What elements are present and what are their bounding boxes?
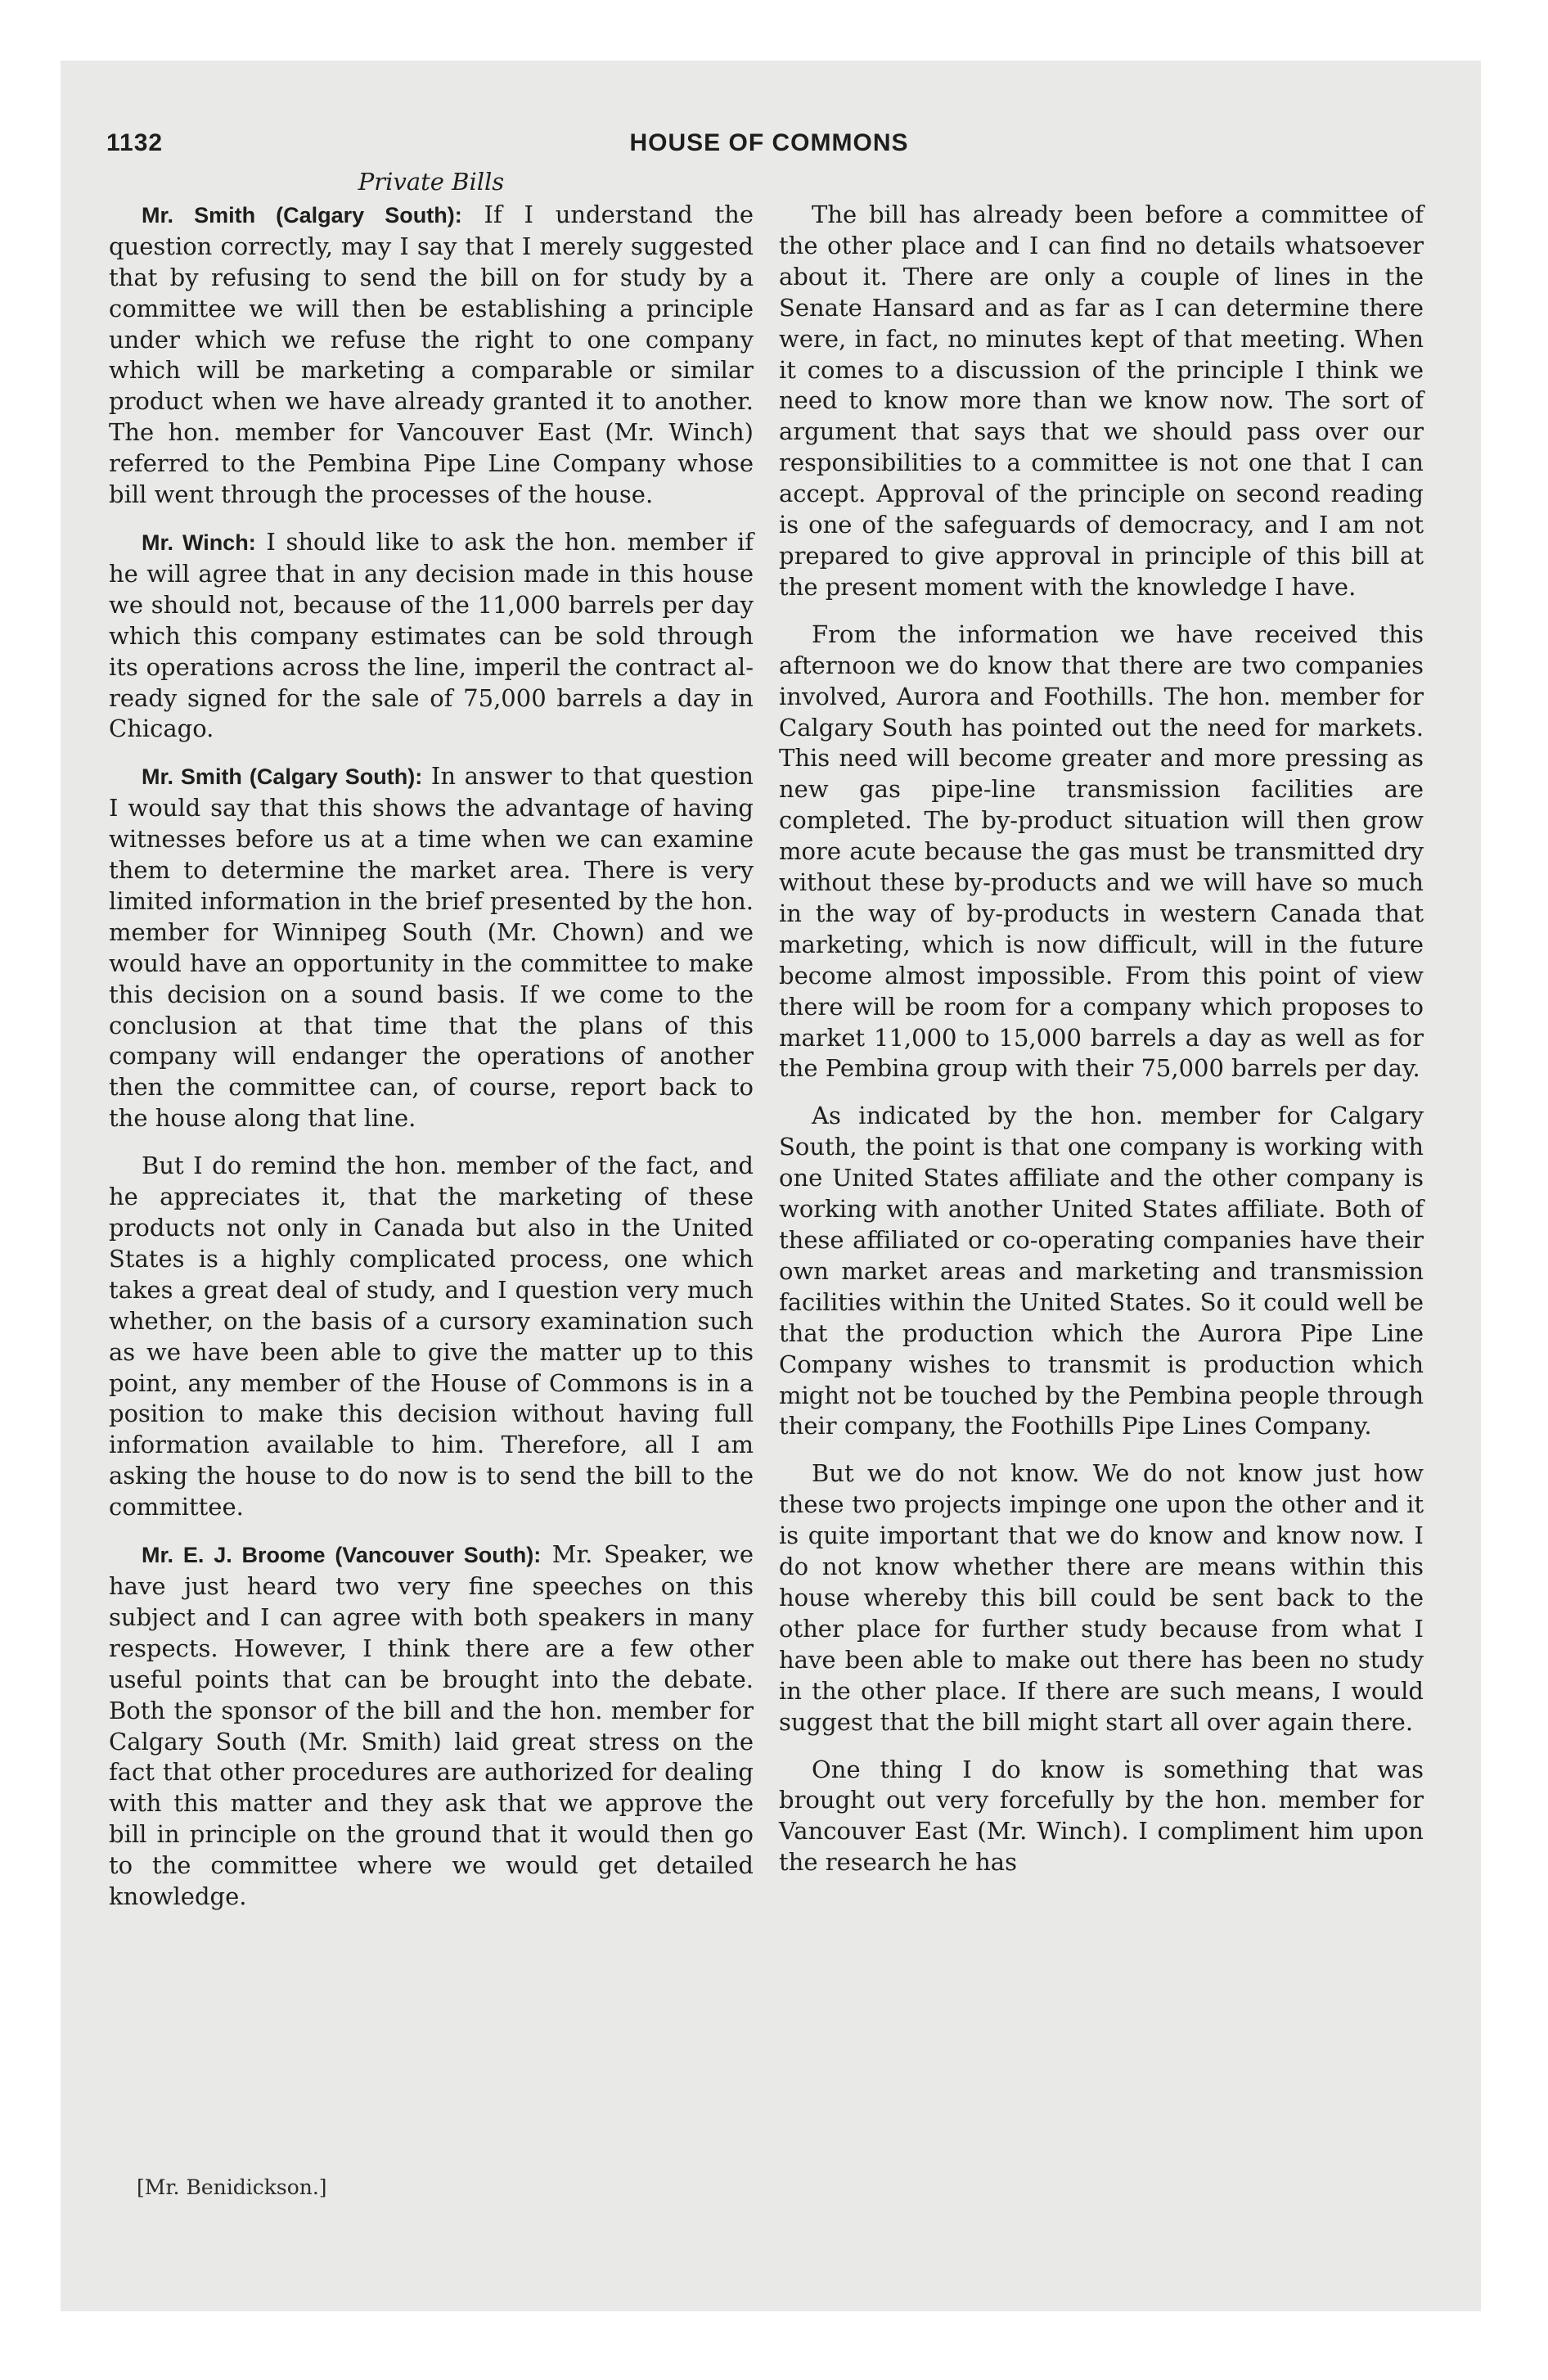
page-title: HOUSE OF COMMONS — [629, 129, 909, 156]
paragraph: From the information we have received this afternoon we do know that there are two companies involved, Aurora and Foothills. The hon. member for Calgary South has pointed out the need for markets. This need will become greater and more pressing as new gas pipe-line transmission facilities are completed. The by-product situation will then grow more acute because the gas must be transmitted dry without these by-products and we will have so much in the way of by-products in western Canada that marketing, which is now difficult, will in the future become almost impossible. From this point of view there will be room for a company which proposes to market 11,000 to 15,000 barrels a day as well as for the Pembina group with their 75,000 barrels per day. — [779, 620, 1424, 1083]
left-column — [109, 167, 754, 1929]
paragraph — [109, 527, 754, 745]
paragraph — [109, 200, 754, 511]
paragraph: The bill has already been before a committee of the other place and I can find no details whatsoever about it. There are only a couple of lines in the Senate Hansard and as far as I can determine there were, in fact, no minutes kept of that meeting. When it comes to a discussion of the principle I think we need to know more than we know now. The sort of argument that says that we should pass over our responsibilities to a committee is not one that I can accept. Approval of the principle on second reading is one of the safeguards of democracy, and I am not prepared to give approval in principle of this bill at the present moment with the knowledge I have. — [779, 201, 1424, 601]
speaker-name: Mr. Smith (Calgary South): — [142, 202, 462, 228]
page-number: 1132 — [106, 129, 164, 156]
paragraph: As indicated by the hon. member for Calgary South, the point is that one company is working with one United States affiliate and the other company is working with another United States affiliate. Both of these affiliated or co-operating companies have their own market areas and marketing and transmission facilities within the United States. So it could well be that the production which the Aurora Pipe Line Company wishes to transmit is production which might not be touched by the Pembina people through their company, the Foothills Pipe Lines Company. — [779, 1102, 1424, 1440]
right-column — [779, 200, 1424, 1895]
paragraph-text: But I do remind the hon. member of the fact, and he appreciates it, that the marketing of these products not only in Canada but also in the United States is a highly complicated process, one which takes a great deal of study, and I question very much whether, on the basis of a cursory examination such as we have been able to give the matter up to this point, any member of the House of Commons is in a position to make this decision without having full information available to him. Therefore, all I am asking the house to do now is to send the bill to the committee. — [109, 1152, 754, 1521]
paragraph-text: Mr. Speaker, we have just heard two very fine speeches on this subject and I can agree with both speakers in many respects. However, I think there are a few other useful points that can be brought into the debate. Both the sponsor of the bill and the hon. member for Calgary South (Mr. Smith) laid great stress on the fact that other procedures are authorized for dealing with this matter and they ask that we approve the bill in principle on the ground that it would then go to the committee where we would get detailed knowledge. — [109, 1540, 754, 1911]
paragraph — [109, 761, 754, 1134]
section-heading: Private Bills — [358, 168, 505, 196]
speaker-name: Mr. Smith (Calgary South): — [142, 764, 423, 790]
paragraph-text: I should like to ask the hon. member if he will agree that in any decision made in this house we should not, because of the 11,000 barrels per day which this company estimates can be sold through its operations across the line, imperil the contract already signed for the sale of 75,000 barrels a day in Chicago. — [109, 527, 754, 743]
paragraph: One thing I do know is something that was brought out very forcefully by the hon. member for Vancouver East (Mr. Winch). I compliment him upon the research he has — [779, 1755, 1424, 1877]
paragraph-text: In answer to that question I would say that this shows the advantage of having witnesses before us at a time when we can examine them to determine the market area. There is very limited information in the brief presented by the hon. member for Winnipeg South (Mr. Chown) and we would have an opportunity in the committee to make this decision on a sound basis. If we come to the conclusion at that time that the plans of this company will endanger the operations of another then the committee can, of course, report back to the house along that line. — [109, 762, 754, 1133]
paragraph — [109, 1539, 754, 1913]
paragraph — [109, 1151, 754, 1523]
speaker-name: Mr. Winch: — [142, 530, 256, 555]
page-footer: [Mr. Benidickson.] — [137, 2175, 327, 2199]
speaker-name: Mr. E. J. Broome (Vancouver South): — [142, 1543, 542, 1568]
paragraph-text: If I understand the question correctly, may I say that I merely suggested that by refusing to send the bill on for study by a committee we will then be establishing a principle under which we refuse the right to one company which will be marketing a comparable or similar product when we have already granted it to another. The hon. member for Vancouver East (Mr. Winch) referred to the Pembina Pipe Line Company whose bill went through the processes of the house. — [109, 200, 754, 509]
paragraph: But we do not know. We do not know just how these two projects impinge one upon the other and it is quite important that we do know and know now. I do not know whether there are means within this house whereby this bill could be sent back to the other place for further study because from what I have been able to make out there has been no study in the other place. If there are such means, I would suggest that the bill might start all over again there. — [779, 1459, 1424, 1736]
